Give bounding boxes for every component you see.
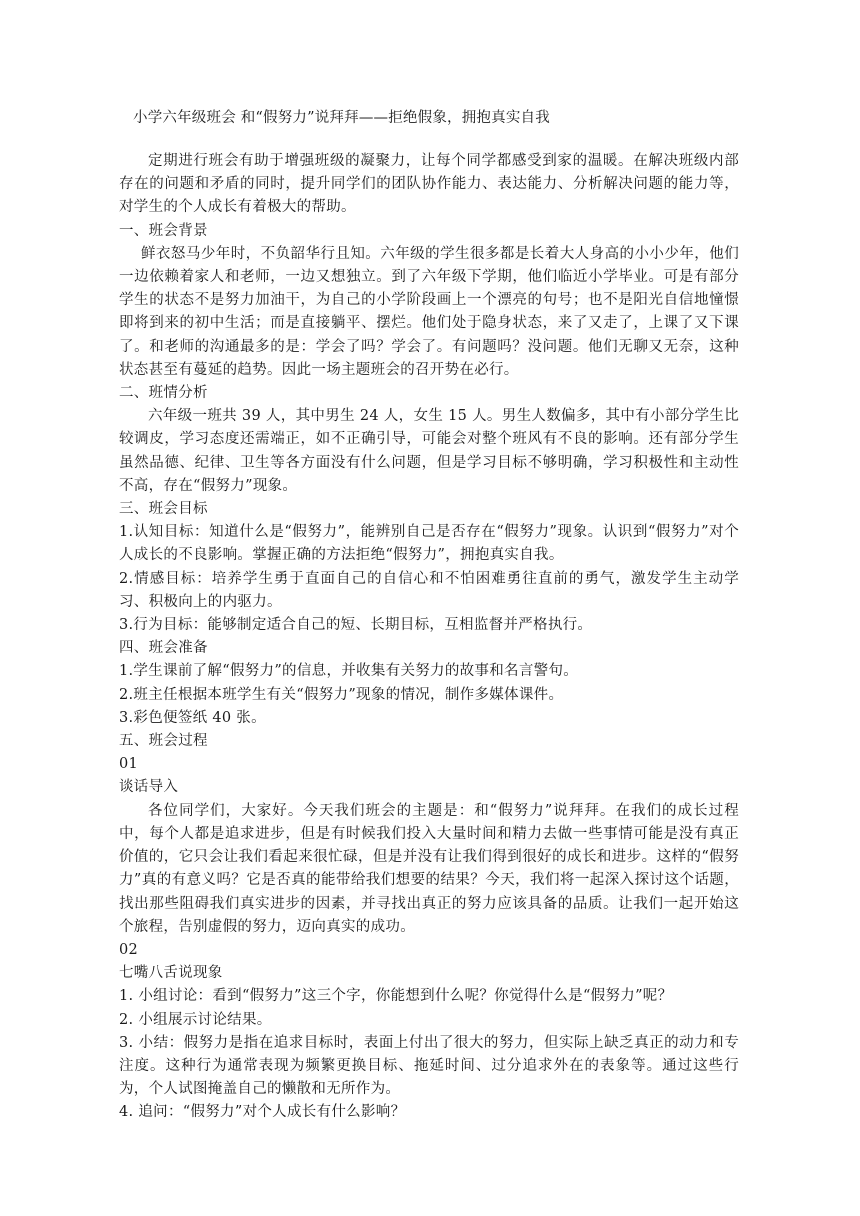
- preparation-item: 1.学生课前了解“假努力”的信息，并收集有关努力的故事和名言警句。: [119, 663, 579, 680]
- section-heading-background: 一、班会背景: [119, 222, 208, 239]
- step-list-item: 4. 追问：“假努力”对个人成长有什么影响？: [119, 1104, 406, 1121]
- section-heading-goals: 三、班会目标: [119, 501, 208, 518]
- document-title: 小学六年级班会 和“假努力”说拜拜——拒绝假象，拥抱真实自我: [133, 110, 550, 126]
- step-title: 七嘴八舌说现象: [119, 965, 223, 982]
- intro-paragraph: 定期进行班会有助于增强班级的凝聚力，让每个同学都感受到家的温暖。在解决班级内部存在的问题和矛盾的同时，提升同学们的团队协作能力、表达能力、分析解决问题的能力等，对学生的个人成长有着极大的帮助。: [119, 153, 739, 216]
- goal-item-behavioral: 3.行为目标：能够制定适合自己的短、长期目标，互相监督并严格执行。: [119, 617, 593, 634]
- step-list-item: 2. 小组展示讨论结果。: [119, 1011, 272, 1028]
- background-paragraph: 鲜衣怒马少年时，不负韶华行且知。六年级的学生很多都是长着大人身高的小小少年，他们一边依赖着家人和老师，一边又想独立。到了六年级下学期，他们临近小学毕业。可是有部分学生的状态不是努力加油干，为自己的小学阶段画上一个漂亮的句号；也不是阳光自信地憧憬即将到来的初中生活；而是直接躺平、摆烂。他们处于隐身状态，来了又走了，上课了又下课了。和老师的沟通最多的是：学会了吗？学会了。有问题吗？没问题。他们无聊又无奈，这种状态甚至有蔓延的趋势。因此一场主题班会的召开势在必行。: [119, 245, 739, 378]
- step-paragraph: 各位同学们，大家好。今天我们班会的主题是：和“假努力”说拜拜。在我们的成长过程中，每个人都是追求进步，但是有时候我们投入大量时间和精力去做一些事情可能是没有真正价值的，它只会让我们看起来很忙碌，但是并没有让我们得到很好的成长和进步。这样的“假努力”真的有意义吗？它是否真的能带给我们想要的结果？今天，我们将一起深入探讨这个话题，找出那些阻碍我们真实进步的因素，并寻找出真正的努力应该具备的品质。让我们一起开始这个旅程，告别虚假的努力，迈向真实的成功。: [119, 802, 739, 935]
- step-list-item: 3. 小结：假努力是指在追求目标时，表面上付出了很大的努力，但实际上缺乏真正的动力和专注度。这种行为通常表现为频繁更换目标、拖延时间、过分追求外在的表象等。通过这些行为，个人试图掩盖自己的懒散和无所作为。: [119, 1034, 739, 1098]
- step-number: 02: [119, 941, 139, 958]
- step-title: 谈话导入: [119, 779, 179, 796]
- document-body: [119, 150, 739, 1125]
- class-analysis-paragraph: 六年级一班共 39 人，其中男生 24 人，女生 15 人。男生人数偏多，其中有小部分学生比较调皮，学习态度还需端正，如不正确引导，可能会对整个班风有不良的影响。还有部分学生虽然品德、纪律、卫生等各方面没有什么问题，但是学习目标不够明确，学习积极性和主动性不高，存在“假努力”现象。: [119, 408, 739, 494]
- preparation-item: 3.彩色便签纸 40 张。: [119, 709, 266, 726]
- goal-item-cognitive: 1.认知目标：知道什么是“假努力”，能辨别自己是否存在“假努力”现象。认识到“假努力”对个人成长的不良影响。掌握正确的方法拒绝“假努力”，拥抱真实自我。: [119, 524, 739, 564]
- section-heading-class-analysis: 二、班情分析: [119, 385, 208, 402]
- section-heading-preparation: 四、班会准备: [119, 640, 208, 657]
- step-list-item: 1. 小组讨论：看到“假努力”这三个字，你能想到什么呢？你觉得什么是“假努力”呢？: [119, 988, 673, 1005]
- step-number: 01: [119, 756, 139, 773]
- goal-item-emotional: 2.情感目标：培养学生勇于直面自己的自信心和不怕困难勇往直前的勇气，激发学生主动学习、积极向上的内驱力。: [119, 570, 739, 610]
- section-heading-process: 五、班会过程: [119, 733, 208, 750]
- preparation-item: 2.班主任根据本班学生有关“假努力”现象的情况，制作多媒体课件。: [119, 686, 564, 703]
